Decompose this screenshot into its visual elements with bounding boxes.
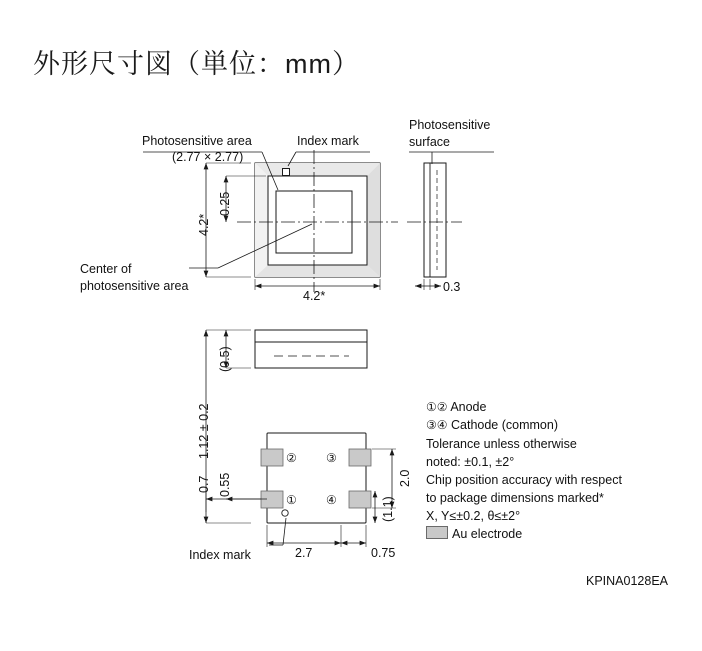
note-cathode: ③④ Cathode (common)	[426, 418, 558, 433]
pin-label-4: ④	[326, 493, 337, 507]
dim-side-height-total: 1.12 ± 0.2	[197, 403, 211, 459]
label-photosensitive-surface: Photosensitive surface	[409, 118, 491, 149]
dim-bottom-right-v: 2.0	[398, 469, 412, 487]
dim-top-height: 4.2*	[197, 213, 211, 236]
dim-pad-left-inner: 0.55	[218, 472, 232, 497]
note-tolerance-line1: Tolerance unless otherwise	[426, 436, 577, 451]
pin-label-3: ③	[326, 451, 337, 465]
pin-label-2: ②	[286, 451, 297, 465]
dim-bottom-width: 2.7	[295, 546, 313, 560]
label-photosensitive-area-size: (2.77 × 2.77)	[172, 150, 244, 164]
au-electrode-swatch	[426, 526, 448, 539]
note-chip-line3: X, Y≤±0.2, θ≤±2°	[426, 509, 521, 524]
label-index-mark-bottom: Index mark	[189, 548, 251, 562]
note-electrode: Au electrode	[426, 525, 622, 543]
pin-label-1: ①	[286, 493, 297, 507]
dim-top-inner-offset: 0.25	[218, 191, 232, 216]
dim-side-height-inner: (0.5)	[218, 346, 232, 372]
dim-bottom-right-edge: 0.75	[371, 546, 396, 560]
note-anode: ①② Anode	[426, 400, 487, 414]
note-chip-line1: Chip position accuracy with respect	[426, 473, 622, 488]
note-tolerance-line2: noted: ±0.1, ±2°	[426, 454, 515, 469]
dim-top-width: 4.2*	[303, 289, 326, 303]
note-chip-line2: to package dimensions marked*	[426, 491, 604, 506]
bottom-view	[206, 433, 396, 547]
label-index-mark-top: Index mark	[297, 134, 359, 148]
dim-pad-left-outer: 0.7	[197, 475, 211, 493]
dim-bottom-right-v2: (1.1)	[381, 496, 395, 522]
side-view-right	[407, 152, 494, 290]
label-photosensitive-area: Photosensitive area	[142, 134, 252, 148]
dim-side-thickness: 0.3	[443, 280, 461, 294]
page-title: 外形尺寸図（単位：mm）	[33, 49, 360, 79]
label-center-of-photosensitive-area: Center of photosensitive area	[80, 262, 189, 293]
drawing-code: KPINA0128EA	[586, 574, 668, 588]
notes-block	[426, 398, 622, 544]
